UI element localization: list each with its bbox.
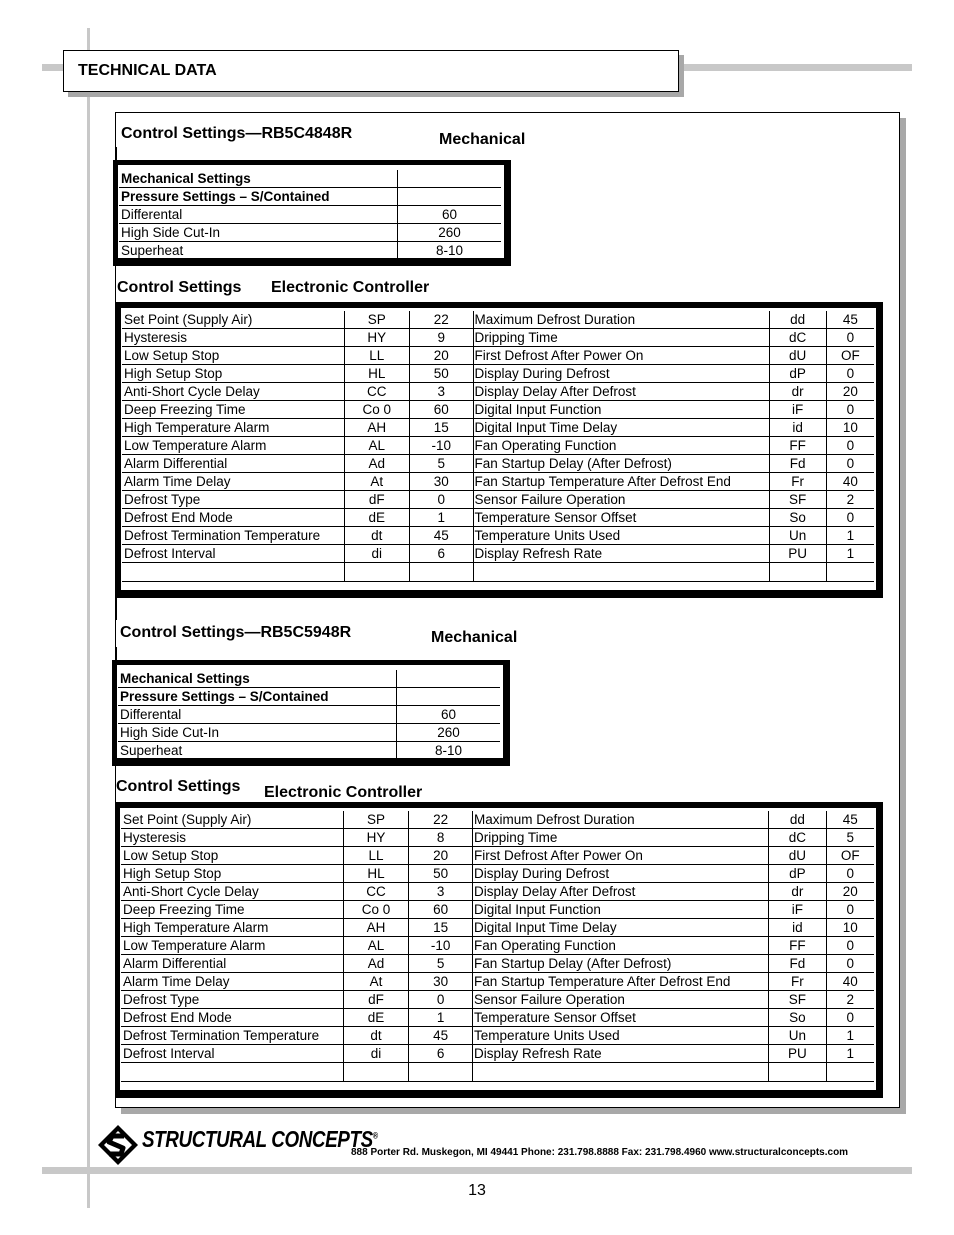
mech-row [119, 188, 501, 206]
param-value: 1 [409, 509, 473, 527]
param-name: First Defrost After Power On [473, 347, 769, 365]
param-name: Defrost End Mode [122, 509, 344, 527]
param-name: Digital Input Function [473, 401, 769, 419]
param-name: Alarm Differential [121, 955, 343, 973]
mech-row [118, 670, 500, 688]
structural-concepts-logo-icon [97, 1124, 139, 1166]
table-row [121, 1009, 874, 1027]
param-code: Fd [769, 455, 826, 473]
param-value: 1 [826, 527, 874, 545]
table-row [121, 865, 874, 883]
mech-label: Superheat [118, 742, 397, 760]
table-row [121, 991, 874, 1009]
table-row [122, 473, 874, 491]
param-name: High Temperature Alarm [122, 419, 344, 437]
param-value: 0 [826, 937, 874, 955]
mech-label: High Side Cut-In [118, 724, 397, 742]
param-value: 45 [409, 1027, 473, 1045]
section2-mechanical-label: Mechanical [431, 629, 518, 646]
param-name: Display Refresh Rate [473, 1045, 769, 1063]
table-row [121, 1027, 874, 1045]
param-value: OF [826, 847, 874, 865]
table-row [122, 401, 874, 419]
param-code: dr [769, 883, 826, 901]
param-value: 9 [409, 329, 473, 347]
param-value: 1 [826, 545, 874, 563]
param-code: HL [344, 365, 409, 383]
section2-mechanical-table [118, 670, 500, 760]
param-name: Hysteresis [122, 329, 344, 347]
section1-mechanical-table [119, 170, 501, 260]
param-code: dF [343, 991, 409, 1009]
table-row [122, 455, 874, 473]
param-code: dC [769, 329, 826, 347]
param-value: 5 [409, 455, 473, 473]
header-box [63, 50, 679, 92]
param-value: 3 [409, 883, 473, 901]
param-name: Dripping Time [473, 829, 769, 847]
param-name: Display During Defrost [473, 365, 769, 383]
param-name: Alarm Time Delay [121, 973, 343, 991]
param-name: Sensor Failure Operation [473, 991, 769, 1009]
page-number: 13 [468, 1182, 486, 1199]
param-name: Fan Startup Delay (After Defrost) [473, 455, 769, 473]
param-value: 10 [826, 919, 874, 937]
param-value: 22 [409, 811, 473, 829]
param-value: 30 [409, 473, 473, 491]
section1-electronic-table [122, 311, 874, 582]
param-name: Digital Input Time Delay [473, 919, 769, 937]
param-value: 0 [826, 509, 874, 527]
table-row [121, 901, 874, 919]
param-name: Dripping Time [473, 329, 769, 347]
param-value: 20 [826, 383, 874, 401]
section1-tick [115, 147, 117, 160]
param-code: So [769, 509, 826, 527]
param-name: High Setup Stop [122, 365, 344, 383]
param-name: Digital Input Time Delay [473, 419, 769, 437]
section2-electronic-table [121, 811, 874, 1082]
mech-value [398, 188, 502, 206]
param-code: id [769, 419, 826, 437]
param-value: -10 [409, 937, 473, 955]
mech-label: High Side Cut-In [119, 224, 398, 242]
param-code: Co 0 [343, 901, 409, 919]
param-value: 0 [409, 991, 473, 1009]
param-name: Fan Operating Function [473, 937, 769, 955]
mech-value [397, 688, 501, 706]
param-value: 45 [826, 811, 874, 829]
section2-title: Control Settings—RB5C5948R [120, 624, 352, 641]
param-value: 40 [826, 973, 874, 991]
param-name: Anti-Short Cycle Delay [121, 883, 343, 901]
param-name: Low Setup Stop [121, 847, 343, 865]
param-name: Display During Defrost [473, 865, 769, 883]
table-row [121, 829, 874, 847]
param-code: dd [769, 311, 826, 329]
param-code: So [769, 1009, 826, 1027]
param-name: Fan Startup Temperature After Defrost End [473, 473, 769, 491]
mech-label: Mechanical Settings [118, 670, 397, 688]
param-code: dd [769, 811, 826, 829]
mech-row [119, 206, 501, 224]
param-code: SP [343, 811, 409, 829]
footer-logo-text: STRUCTURAL CONCEPTS® [142, 1126, 378, 1152]
param-value: 0 [826, 901, 874, 919]
table-row [122, 419, 874, 437]
param-value: 0 [826, 1009, 874, 1027]
table-row [122, 437, 874, 455]
section1-mechanical-label: Mechanical [439, 131, 526, 148]
mech-row [118, 724, 500, 742]
param-value: 0 [826, 455, 874, 473]
param-name: Digital Input Function [473, 901, 769, 919]
blank-row [121, 1063, 874, 1082]
param-name: Maximum Defrost Duration [473, 311, 769, 329]
param-code: id [769, 919, 826, 937]
param-code: AL [344, 437, 409, 455]
table-row [121, 937, 874, 955]
param-name: Alarm Time Delay [122, 473, 344, 491]
mech-value: 260 [398, 224, 502, 242]
section1-control-label: Control Settings [117, 279, 242, 296]
param-value: 15 [409, 919, 473, 937]
mech-label: Mechanical Settings [119, 170, 398, 188]
param-code: HY [344, 329, 409, 347]
param-value: 10 [826, 419, 874, 437]
param-code: Fr [769, 973, 826, 991]
param-value: 60 [409, 901, 473, 919]
mech-value [398, 170, 502, 188]
table-row [121, 919, 874, 937]
param-name: High Temperature Alarm [121, 919, 343, 937]
param-code: dE [344, 509, 409, 527]
table-row [121, 973, 874, 991]
param-code: dU [769, 847, 826, 865]
param-name: Low Temperature Alarm [121, 937, 343, 955]
param-code: Un [769, 1027, 826, 1045]
param-code: dP [769, 365, 826, 383]
mech-value: 60 [398, 206, 502, 224]
param-value: 0 [826, 865, 874, 883]
table-row [122, 527, 874, 545]
mech-value: 8-10 [397, 742, 501, 760]
table-row [121, 1045, 874, 1063]
param-code: PU [769, 545, 826, 563]
param-code: CC [344, 383, 409, 401]
mech-label: Pressure Settings – S/Contained [119, 188, 398, 206]
param-value: 20 [409, 847, 473, 865]
param-name: Fan Startup Temperature After Defrost End [473, 973, 769, 991]
param-name: Temperature Units Used [473, 1027, 769, 1045]
mech-label: Differental [119, 206, 398, 224]
param-value: 1 [826, 1045, 874, 1063]
param-name: Deep Freezing Time [121, 901, 343, 919]
param-name: Low Temperature Alarm [122, 437, 344, 455]
param-code: AL [343, 937, 409, 955]
param-value: 50 [409, 865, 473, 883]
mech-row [118, 742, 500, 760]
param-value: 2 [826, 491, 874, 509]
param-name: Anti-Short Cycle Delay [122, 383, 344, 401]
param-name: Defrost Termination Temperature [121, 1027, 343, 1045]
param-value: 5 [826, 829, 874, 847]
param-code: di [344, 545, 409, 563]
table-row [122, 491, 874, 509]
table-row [121, 847, 874, 865]
section2-electronic-label: Electronic Controller [264, 784, 423, 801]
param-value: 60 [409, 401, 473, 419]
blank-row [122, 563, 874, 582]
mech-label: Pressure Settings – S/Contained [118, 688, 397, 706]
param-name: Fan Startup Delay (After Defrost) [473, 955, 769, 973]
param-code: At [344, 473, 409, 491]
param-code: CC [343, 883, 409, 901]
table-row [122, 347, 874, 365]
param-value: 1 [826, 1027, 874, 1045]
param-code: Ad [343, 955, 409, 973]
param-code: Co 0 [344, 401, 409, 419]
param-name: Fan Operating Function [473, 437, 769, 455]
param-name: Temperature Units Used [473, 527, 769, 545]
param-name: Temperature Sensor Offset [473, 1009, 769, 1027]
mech-row [118, 688, 500, 706]
param-code: LL [344, 347, 409, 365]
bottom-gray-line [42, 1167, 912, 1174]
param-value: 20 [409, 347, 473, 365]
param-value: 20 [826, 883, 874, 901]
param-name: Hysteresis [121, 829, 343, 847]
table-row [121, 811, 874, 829]
param-value: 22 [409, 311, 473, 329]
mech-value [397, 670, 501, 688]
param-value: 45 [826, 311, 874, 329]
param-code: PU [769, 1045, 826, 1063]
table-row [122, 545, 874, 563]
table-row [121, 955, 874, 973]
param-value: 0 [826, 955, 874, 973]
param-name: Deep Freezing Time [122, 401, 344, 419]
param-name: Display Delay After Defrost [473, 883, 769, 901]
param-code: At [343, 973, 409, 991]
param-name: Defrost Interval [122, 545, 344, 563]
section1-electronic-label: Electronic Controller [271, 279, 430, 296]
mech-value: 60 [397, 706, 501, 724]
param-code: AH [343, 919, 409, 937]
param-value: 0 [826, 401, 874, 419]
param-name: Defrost End Mode [121, 1009, 343, 1027]
section2-control-label: Control Settings [116, 778, 241, 795]
param-value: 6 [409, 1045, 473, 1063]
section1-title: Control Settings—RB5C4848R [121, 125, 353, 142]
param-code: SP [344, 311, 409, 329]
param-name: Display Delay After Defrost [473, 383, 769, 401]
mech-row [119, 224, 501, 242]
param-name: Defrost Termination Temperature [122, 527, 344, 545]
param-value: 0 [826, 329, 874, 347]
param-value: 45 [409, 527, 473, 545]
param-code: SF [769, 991, 826, 1009]
param-name: Low Setup Stop [122, 347, 344, 365]
param-code: Fd [769, 955, 826, 973]
param-value: 3 [409, 383, 473, 401]
param-code: Ad [344, 455, 409, 473]
param-name: Temperature Sensor Offset [473, 509, 769, 527]
param-name: Display Refresh Rate [473, 545, 769, 563]
param-value: 40 [826, 473, 874, 491]
table-row [121, 883, 874, 901]
table-row [122, 329, 874, 347]
param-name: Set Point (Supply Air) [122, 311, 344, 329]
footer-address: 888 Porter Rd. Muskegon, MI 49441 Phone: 231.798.8888 Fax: 231.798.4960 www.structuralconcepts.com [351, 1147, 849, 1158]
param-name: Sensor Failure Operation [473, 491, 769, 509]
param-name: First Defrost After Power On [473, 847, 769, 865]
param-code: dr [769, 383, 826, 401]
param-code: iF [769, 401, 826, 419]
param-code: FF [769, 937, 826, 955]
param-code: iF [769, 901, 826, 919]
page-header-title: TECHNICAL DATA [78, 62, 217, 79]
param-code: dP [769, 865, 826, 883]
param-value: 0 [409, 491, 473, 509]
param-code: AH [344, 419, 409, 437]
param-value: 0 [826, 365, 874, 383]
param-code: SF [769, 491, 826, 509]
param-code: HY [343, 829, 409, 847]
table-row [122, 383, 874, 401]
param-code: dE [343, 1009, 409, 1027]
param-value: 6 [409, 545, 473, 563]
param-value: 50 [409, 365, 473, 383]
mech-row [119, 170, 501, 188]
param-code: dt [344, 527, 409, 545]
mech-value: 8-10 [398, 242, 502, 260]
param-value: 2 [826, 991, 874, 1009]
param-value: OF [826, 347, 874, 365]
mech-value: 260 [397, 724, 501, 742]
mech-label: Differental [118, 706, 397, 724]
param-name: Maximum Defrost Duration [473, 811, 769, 829]
table-row [122, 365, 874, 383]
param-code: LL [343, 847, 409, 865]
table-row [122, 311, 874, 329]
param-value: 30 [409, 973, 473, 991]
param-code: Fr [769, 473, 826, 491]
section2-tick [115, 647, 117, 660]
mech-label: Superheat [119, 242, 398, 260]
mech-row [118, 706, 500, 724]
param-code: dC [769, 829, 826, 847]
left-gray-line [87, 28, 90, 1208]
param-code: di [343, 1045, 409, 1063]
mech-row [119, 242, 501, 260]
param-code: FF [769, 437, 826, 455]
param-name: High Setup Stop [121, 865, 343, 883]
param-value: 8 [409, 829, 473, 847]
param-value: 15 [409, 419, 473, 437]
param-code: dU [769, 347, 826, 365]
param-value: -10 [409, 437, 473, 455]
param-code: Un [769, 527, 826, 545]
param-name: Set Point (Supply Air) [121, 811, 343, 829]
param-code: HL [343, 865, 409, 883]
param-code: dt [343, 1027, 409, 1045]
table-row [122, 509, 874, 527]
param-name: Defrost Type [122, 491, 344, 509]
param-value: 0 [826, 437, 874, 455]
param-name: Alarm Differential [122, 455, 344, 473]
param-value: 5 [409, 955, 473, 973]
param-name: Defrost Type [121, 991, 343, 1009]
param-code: dF [344, 491, 409, 509]
param-value: 1 [409, 1009, 473, 1027]
param-name: Defrost Interval [121, 1045, 343, 1063]
